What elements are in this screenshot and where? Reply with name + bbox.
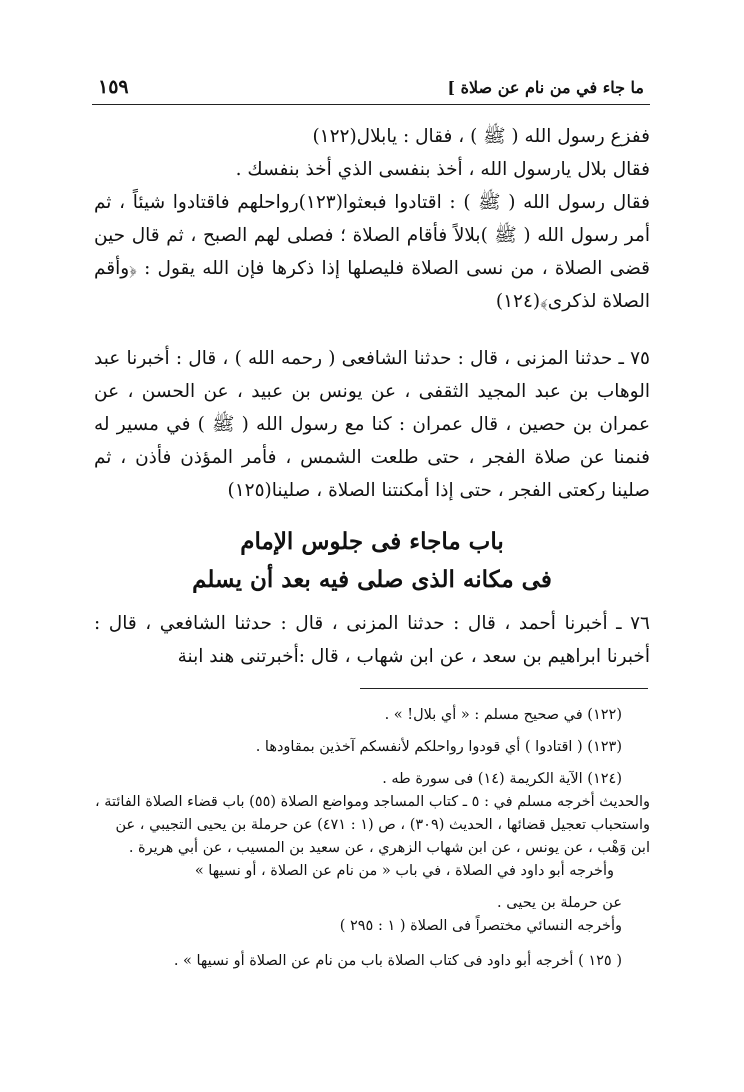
footnotes (94, 704, 650, 982)
footnote-123: (١٢٣) ( اقتادوا ) أي قودوا رواحلكم لأنفسكم آخذين بمقاودها . (255, 739, 622, 755)
main-text (94, 120, 650, 673)
footnote-124-source: وأخرجه النسائي مختصراً فى الصلاة ( ١ : ٢٩٥ ) (339, 918, 622, 934)
heading-line: فى مكانه الذى صلى فيه بعد أن يسلم (192, 566, 552, 593)
page-number: ١٥٩ (98, 76, 129, 98)
section-heading (94, 523, 650, 599)
footnote-124-source: وأخرجه أبو داود في الصلاة ، في باب « من نام عن الصلاة ، أو نسيها » (194, 863, 614, 879)
footnote-124-source: والحديث أخرجه مسلم في : ٥ ـ كتاب المساجد ومواضع الصلاة (٥٥) باب قضاء الصلاة الفائتة ، واستحباب تعجيل قضائها ، الحديث (٣٠٩) ، ص (١ : ٤٧١) عن حرملة بن يحيى التجيبي ، عن ابن وَهْب ، عن يونس ، عن ابن شهاب الزهري ، عن سعيد بن المسيب ، عن أبي هريرة . (94, 794, 650, 856)
paragraph: فقال بلال يارسول الله ، أخذ بنفسى الذي أخذ بنفسك . (235, 159, 650, 180)
paragraph: فقال رسول الله ( ﷺ ) : اقتادوا فبعثوا(١٢٣)رواحلهم فاقتادوا شيئاً ، ثم أمر رسول الله ( ﷺ )بلالاً فأقام الصلاة ؛ فصلى لهم الصبح ، ثم قال حين قضى الصلاة ، من نسى الصلاة فليصلها إذا ذكرها فإن الله يقول : ﴿وأقم الصلاة لذكرى﴾(١٢٤) (94, 192, 650, 312)
footnote-divider (360, 688, 648, 689)
hadith-76: ٧٦ ـ أخبرنا أحمد ، قال : حدثنا المزنى ، قال : حدثنا الشافعي ، قال : أخبرنا ابراهيم بن سعد ، عن ابن شهاب ، قال :أخبرتنى هند ابنة (94, 613, 650, 667)
paragraph: ففزع رسول الله ( ﷺ ) ، فقال : يابلال(١٢٢) (312, 126, 650, 147)
hadith-75: ٧٥ ـ حدثنا المزنى ، قال : حدثنا الشافعى ( رحمه الله ) ، قال : أخبرنا عبد الوهاب بن عبد المجيد الثقفى ، عن يونس بن عبيد ، عن الحسن ، عن عمران بن حصين ، قال عمران : كنا مع رسول الله ( ﷺ ) في مسير له فنمنا عن صلاة الفجر ، حتى طلعت الشمس ، فأمر المؤذن فأذن ، ثم صلينا ركعتى الفجر ، حتى إذا أمكنتنا الصلاة ، صلينا(١٢٥) (94, 348, 650, 501)
footnote-124-source: عن حرملة بن يحيى . (497, 895, 622, 911)
footnote-125: ( ١٢٥ ) أخرجه أبو داود فى كتاب الصلاة باب من نام عن الصلاة أو نسيها » . (173, 953, 622, 969)
running-header (92, 70, 650, 105)
chapter-title: ما جاء في من نام عن صلاة ] (447, 77, 644, 97)
footnote-122: (١٢٢) في صحيح مسلم : « أي بلال! » . (384, 707, 622, 723)
footnote-124: (١٢٤) الآية الكريمة (١٤) فى سورة طه . (382, 771, 622, 787)
heading-line: باب ماجاء فى جلوس الإمام (240, 528, 504, 555)
